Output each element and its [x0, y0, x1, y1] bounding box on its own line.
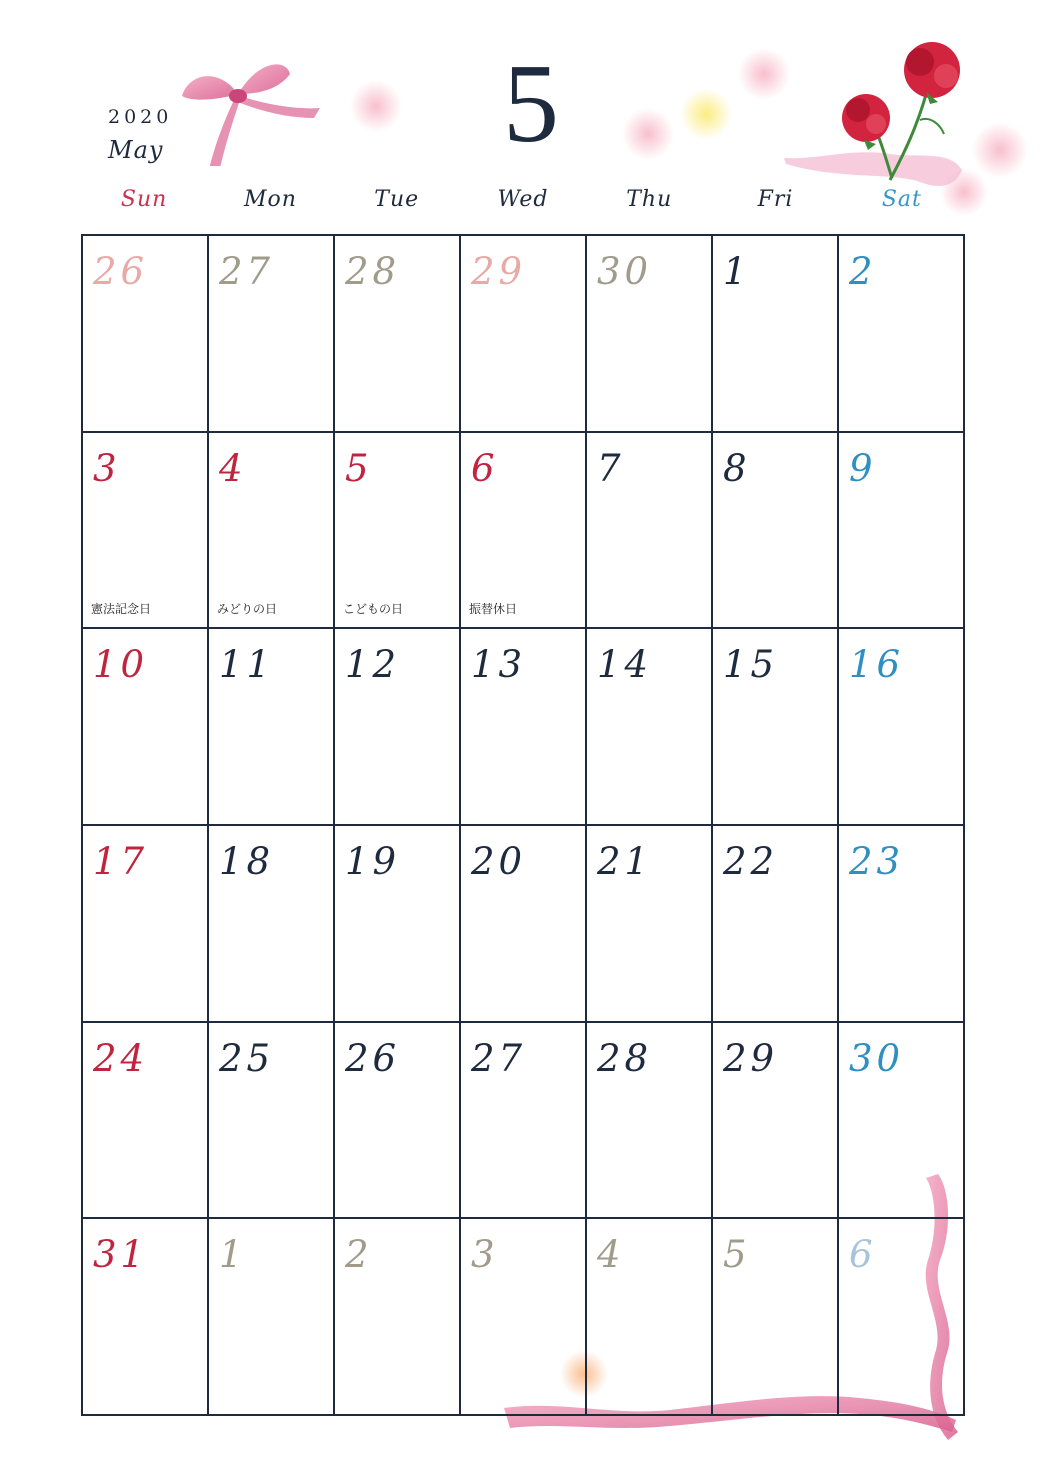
- day-number: 3: [471, 1233, 499, 1277]
- day-number: 28: [597, 1036, 653, 1080]
- day-number: 8: [723, 446, 751, 490]
- day-number: 18: [219, 840, 275, 883]
- day-cell[interactable]: [713, 629, 839, 826]
- day-number: 7: [597, 446, 625, 490]
- day-cell[interactable]: [461, 1023, 587, 1220]
- day-cell[interactable]: [209, 433, 335, 630]
- day-cell[interactable]: [335, 236, 461, 433]
- day-cell[interactable]: [839, 826, 965, 1023]
- weekday-sun: Sun: [120, 187, 168, 212]
- day-number: 9: [849, 446, 877, 490]
- day-cell[interactable]: [587, 433, 713, 630]
- month-name-label: May: [108, 136, 164, 164]
- day-cell[interactable]: [83, 433, 209, 630]
- day-number: 20: [471, 840, 527, 883]
- day-number: 2: [849, 250, 877, 293]
- holiday-label: 振替休日: [469, 602, 518, 617]
- day-number: 29: [723, 1036, 779, 1080]
- day-number: 10: [93, 643, 149, 687]
- day-cell[interactable]: [587, 826, 713, 1023]
- day-cell[interactable]: [209, 629, 335, 826]
- day-cell[interactable]: [83, 826, 209, 1023]
- day-number: 11: [219, 643, 275, 687]
- day-cell[interactable]: [839, 236, 965, 433]
- day-number: 14: [597, 643, 653, 687]
- weekday-wed: Wed: [497, 187, 549, 212]
- day-cell[interactable]: [335, 629, 461, 826]
- day-number: 26: [345, 1036, 401, 1080]
- weekday-tue: Tue: [374, 187, 420, 212]
- day-cell[interactable]: [839, 629, 965, 826]
- day-cell[interactable]: [839, 433, 965, 630]
- day-cell[interactable]: [713, 1219, 839, 1416]
- day-cell[interactable]: [83, 236, 209, 433]
- day-number: 16: [849, 643, 905, 687]
- day-number: 27: [219, 250, 275, 293]
- holiday-label: みどりの日: [217, 602, 278, 617]
- day-number: 19: [345, 840, 401, 883]
- day-cell[interactable]: [839, 1219, 965, 1416]
- day-number: 4: [597, 1233, 625, 1277]
- day-number: 15: [723, 643, 779, 687]
- day-number: 27: [471, 1036, 527, 1080]
- holiday-label: 憲法記念日: [91, 602, 152, 617]
- day-cell[interactable]: [713, 1023, 839, 1220]
- day-number: 30: [597, 250, 653, 293]
- day-cell[interactable]: [83, 1023, 209, 1220]
- day-cell[interactable]: [587, 236, 713, 433]
- weekday-header: [81, 182, 965, 218]
- day-cell[interactable]: [713, 826, 839, 1023]
- day-cell[interactable]: [461, 236, 587, 433]
- day-number: 23: [849, 840, 905, 883]
- day-number: 21: [597, 840, 653, 883]
- day-number: 31: [93, 1233, 149, 1277]
- day-number: 17: [93, 840, 149, 883]
- year-label: 2020: [108, 106, 173, 128]
- day-cell[interactable]: [461, 1219, 587, 1416]
- day-cell[interactable]: [587, 1023, 713, 1220]
- day-number: 26: [93, 250, 149, 293]
- weekday-thu: Thu: [626, 187, 673, 212]
- day-cell[interactable]: [587, 629, 713, 826]
- day-cell[interactable]: [713, 236, 839, 433]
- day-number: 2: [345, 1233, 373, 1277]
- day-cell[interactable]: [335, 826, 461, 1023]
- weekday-fri: Fri: [757, 187, 794, 212]
- day-cell[interactable]: [209, 1219, 335, 1416]
- day-number: 1: [723, 250, 751, 293]
- day-cell[interactable]: [839, 1023, 965, 1220]
- day-number: 25: [219, 1036, 275, 1080]
- day-number: 29: [471, 250, 527, 293]
- weekday-sat: Sat: [881, 187, 922, 212]
- holiday-label: こどもの日: [343, 602, 404, 617]
- day-cell[interactable]: [209, 1023, 335, 1220]
- day-number: 30: [849, 1036, 905, 1080]
- day-cell[interactable]: [335, 1219, 461, 1416]
- day-cell[interactable]: [209, 236, 335, 433]
- day-number: 22: [723, 840, 779, 883]
- day-cell[interactable]: [587, 1219, 713, 1416]
- day-cell[interactable]: [335, 433, 461, 630]
- day-cell[interactable]: [83, 629, 209, 826]
- day-number: 6: [849, 1233, 877, 1277]
- day-cell[interactable]: [461, 826, 587, 1023]
- day-number: 13: [471, 643, 527, 687]
- calendar-grid: [81, 234, 965, 1416]
- day-cell[interactable]: [209, 826, 335, 1023]
- day-number: 5: [723, 1233, 751, 1277]
- day-cell[interactable]: [713, 433, 839, 630]
- day-number: 1: [219, 1233, 247, 1277]
- day-number: 24: [93, 1036, 149, 1080]
- weekday-mon: Mon: [243, 187, 297, 212]
- day-number: 3: [93, 446, 121, 490]
- day-cell[interactable]: [461, 433, 587, 630]
- day-number: 28: [345, 250, 401, 293]
- day-cell[interactable]: [335, 1023, 461, 1220]
- day-cell[interactable]: [83, 1219, 209, 1416]
- day-number: 6: [471, 446, 499, 490]
- day-number: 4: [219, 446, 247, 490]
- day-cell[interactable]: [461, 629, 587, 826]
- day-number: 12: [345, 643, 401, 687]
- day-number: 5: [345, 446, 373, 490]
- month-number: 5: [503, 42, 559, 166]
